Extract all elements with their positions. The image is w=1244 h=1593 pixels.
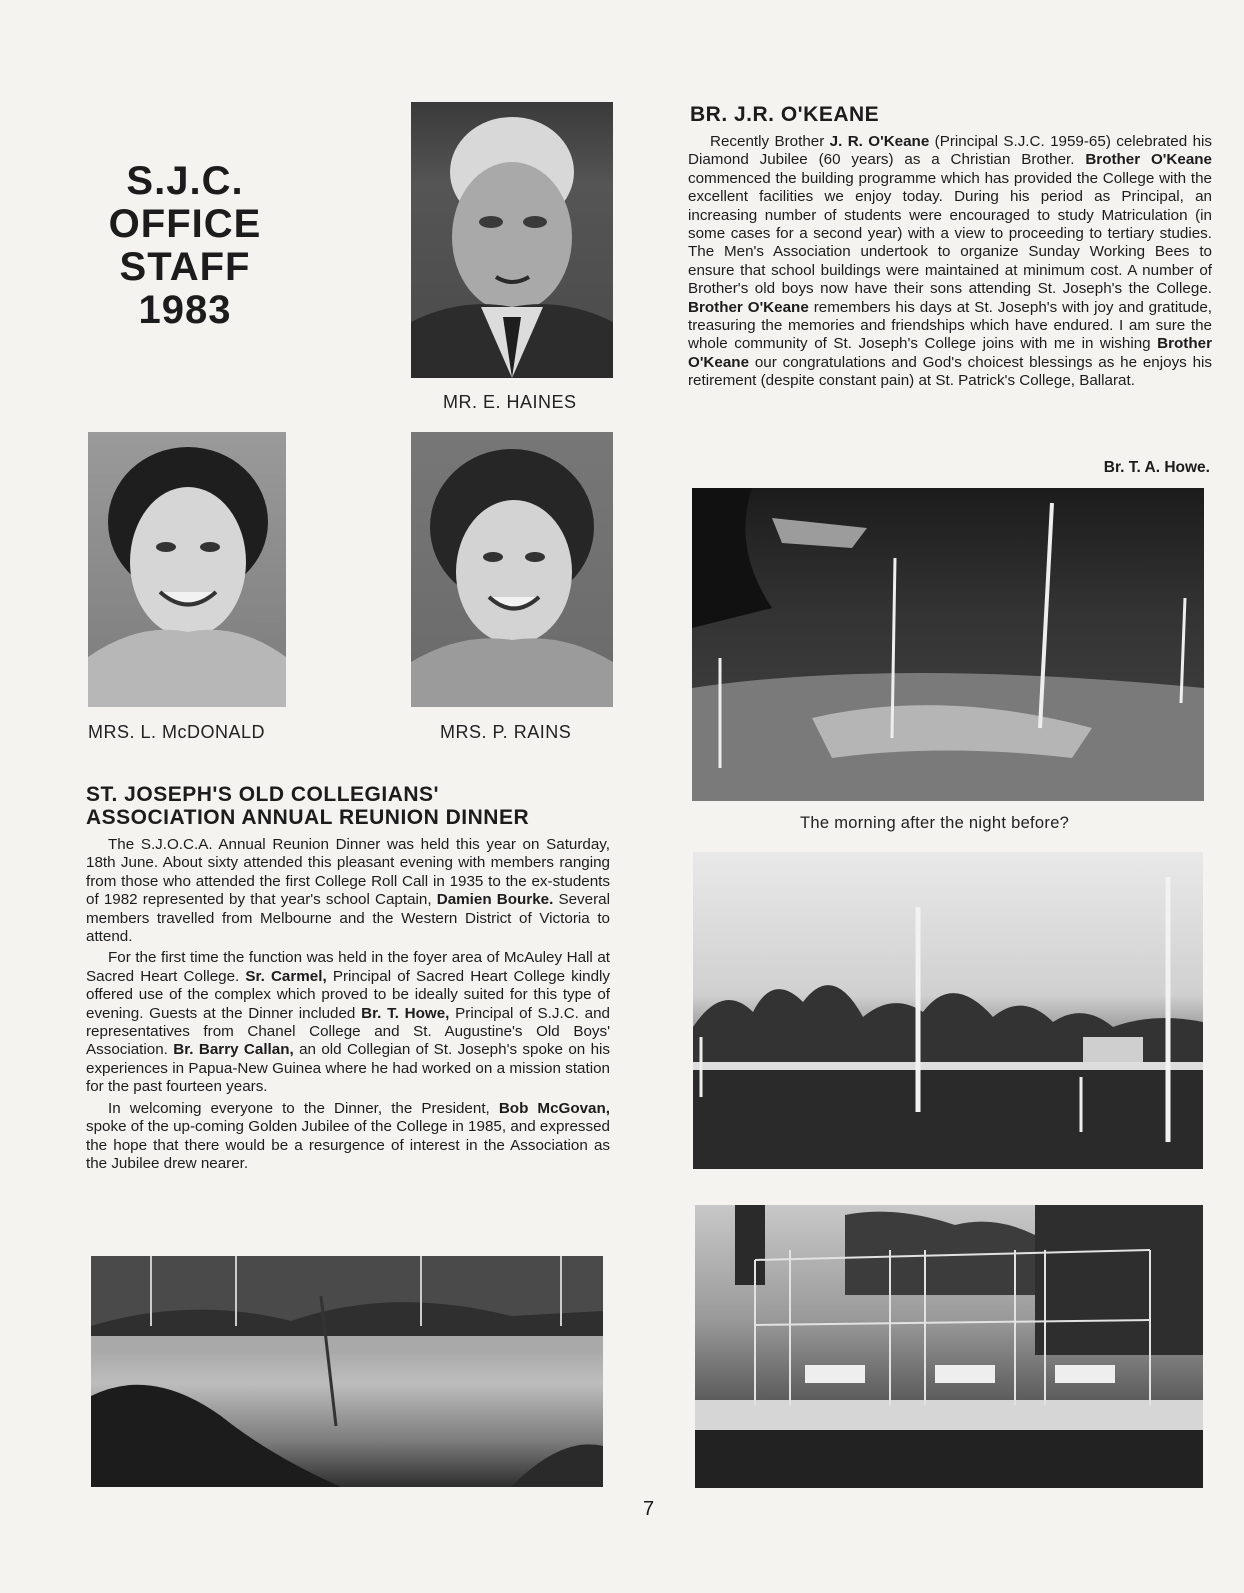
portrait-illustration [88,432,286,707]
text-run: our congratulations and God's choicest blessings as he enjoys his retirement (despite constant pain) at St. Patrick's College, Ballarat. [688,353,1212,390]
caption-mcdonald: MRS. L. McDONALD [88,722,266,742]
cricket-nets-illustration [695,1205,1203,1488]
text-run: Several members travelled from Melbourne and the Western District of Victoria to attend. [86,891,610,946]
text-run: remembers his days at St. Joseph's with joy and gratitude, treasuring the memories and friendships which have endured. I am sure the whole community of St. Joseph's College joins with me in wishing [688,298,1213,353]
page-number: 7 [643,1498,655,1520]
reunion-body [86,836,610,1176]
text-run: Principal of Sacred Heart College kindly offered use of the complex which proved to be ideally suited for this type of evening. Guests at the Dinner included [86,967,611,1022]
photo-cricket-nets [695,1205,1203,1488]
reunion-paragraph-3 [86,1100,610,1174]
bold-name: Sr. Carmel, [245,967,327,985]
oval-illustration [693,852,1203,1169]
photo-goal-posts-morning [692,488,1204,801]
title-line: OFFICE [108,202,262,246]
okeane-body [688,133,1212,394]
bold-name: J. R. O'Keane [829,133,930,150]
text-run: For the first time the function was held in the foyer area of McAuley Hall at Sacred Heart College. [86,949,610,985]
text-run: commenced the building programme which has provided the College with the excellent facilities we enjoy today. During his period as Principal, an increasing number of students were encouraged to study Matriculation (in some cases for a second year) with a view to proceeding to tertiary studies. The Men's Association undertook to organize Sunday Working Bees to ensure that school buildings were maintained at minimum cost. A number of Brother's old boys now have their sons attending St. Joseph's the College. [688,169,1212,298]
text-run: Recently Brother [710,133,830,150]
photo-caption: The morning after the night before? [800,814,1070,832]
bold-name: Br. T. Howe, [361,1004,450,1022]
title-line: 1983 [138,288,232,332]
bold-name: Br. Barry Callan, [173,1041,294,1059]
portrait-illustration [411,432,613,707]
bold-name: Damien Bourke. [436,891,554,909]
okeane-heading: BR. J.R. O'KEANE [690,103,880,126]
text-run: an old Collegian of St. Joseph's spoke on his experiences in Papua-New Guinea where he had worked on a mission station for the past fourteen years. [86,1041,610,1096]
text-run: (Principal S.J.C. 1959-65) celebrated his Diamond Jubilee (60 years) as a Christian Brother. [688,133,1212,169]
caption-rains: MRS. P. RAINS [440,722,572,742]
title-line: STAFF [119,245,251,289]
bold-name: Brother O'Keane [1085,151,1212,169]
okeane-paragraph [688,133,1212,391]
text-run: In welcoming everyone to the Dinner, the President, [108,1099,499,1117]
photo-oval-goal-posts [693,852,1203,1169]
portrait-haines [411,102,613,378]
staff-section-title [70,160,300,332]
reunion-paragraph-1 [86,836,610,946]
portrait-rains [411,432,613,707]
portrait-mcdonald [88,432,286,707]
bold-name: Bob McGovan, [498,1099,610,1117]
reunion-paragraph-2 [86,949,610,1096]
reunion-heading-line: ST. JOSEPH'S OLD COLLEGIANS' [86,783,440,806]
reunion-heading-line: ASSOCIATION ANNUAL REUNION DINNER [86,806,530,829]
construction-illustration [91,1256,603,1487]
okeane-signature: Br. T. A. Howe. [1103,459,1210,476]
goal-posts-illustration [692,488,1204,801]
portrait-illustration [411,102,613,378]
text-run: Principal of S.J.C. and representatives from Chanel College and St. Augustine's Old Boys' Association. [86,1004,610,1059]
bold-name: Brother O'Keane [688,335,1212,371]
reunion-heading [86,783,606,829]
photo-construction-site [91,1256,603,1487]
text-run: spoke of the up-coming Golden Jubilee of the College in 1985, and expressed the hope that there would be a resurgence of interest in the Association as the Jubilee drew nearer. [86,1118,610,1172]
title-line: S.J.C. [126,159,244,203]
caption-haines: MR. E. HAINES [443,392,577,412]
text-run: The S.J.O.C.A. Annual Reunion Dinner was held this year on Saturday, 18th June. About sixty attended this pleasant evening with members ranging from those who attended the first College Roll Call in 1935 to the ex-students of 1982 represented by that year's school Captain, [86,836,610,909]
bold-name: Brother O'Keane [688,298,809,316]
